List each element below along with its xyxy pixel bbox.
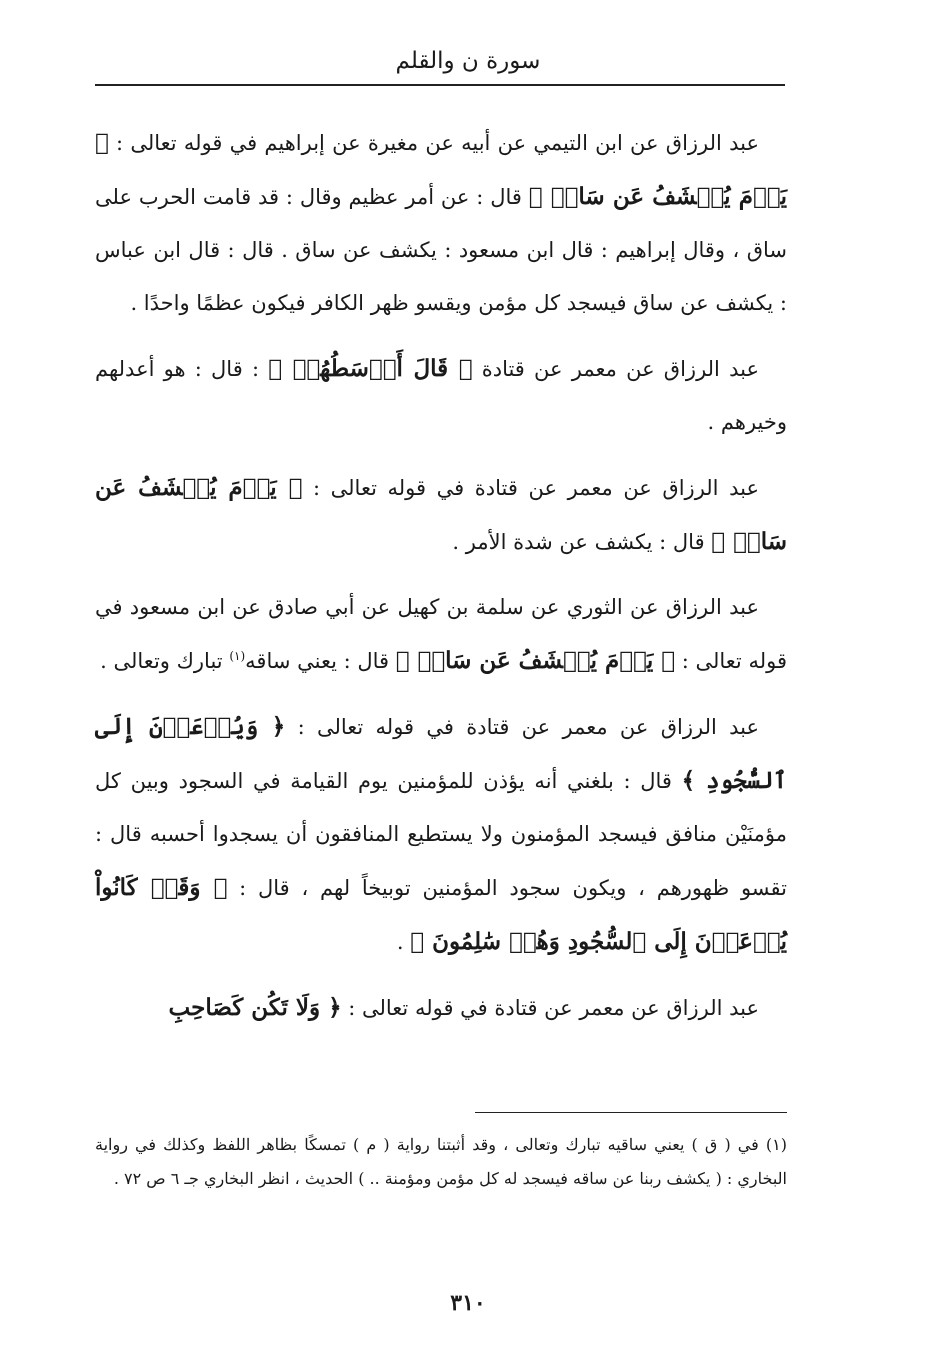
paragraph-text: عبد الرزاق عن ابن التيمي عن أبيه عن مغيرة عن إبراهيم في قوله تعالى : <box>108 131 759 155</box>
header-divider <box>95 84 785 86</box>
paragraph <box>95 116 787 330</box>
paragraph-text: عبد الرزاق عن معمر عن قتادة في قوله تعالى : <box>285 715 759 739</box>
main-text <box>95 116 787 1047</box>
paragraph-text: قال : عن أمر عظيم وقال : قد قامت الحرب على ساق ، وقال إبراهيم : قال ابن مسعود : يكشف عن ساق . قال : قال ابن عباس : يكشف عن ساق فيسجد كل مؤمن ويقسو ظهر الكافر فيكون عظمًا واحدًا . <box>95 185 787 315</box>
paragraph <box>95 461 787 569</box>
paragraph-text: عبد الرزاق عن الثوري عن سلمة بن كهيل عن أبي صادق عن ابن مسعود في قوله تعالى : <box>95 595 787 673</box>
paragraph-text: عبد الرزاق عن معمر عن قتادة <box>472 357 759 381</box>
paragraph <box>95 981 787 1035</box>
paragraph-text: قال : يعني ساقه <box>245 649 396 673</box>
quran-verse: ﴿ وَقَدۡ كَانُواْ يُدۡعَوۡنَ إِلَى ٱلسُّجُودِ وَهُمۡ سَٰلِمُونَ ﴾ <box>95 874 787 955</box>
page-number: ٣١٠ <box>450 1290 486 1316</box>
paragraph-text: . <box>396 930 411 954</box>
quran-verse: ﴿ يَوۡمَ يُكۡشَفُ عَن سَاقٖ ﴾ <box>95 474 787 555</box>
quran-verse: ﴿ وَيُدۡعَوۡنَ إِلَى ٱلسُّجُودِ ﴾ <box>95 713 787 794</box>
paragraph-text: قال : يكشف عن شدة الأمر . <box>452 530 712 554</box>
quran-verse: ﴿ يَوۡمَ يُكۡشَفُ عَن سَاقٖ ﴾ <box>395 647 676 674</box>
quran-verse: ﴿ وَلَا تَكُن كَصَاحِبِ <box>168 994 342 1021</box>
paragraph-text: قال : بلغني أنه يؤذن للمؤمنين يوم القيامة في السجود وبين كل مؤمنَيْن منافق فيسجد المؤمنون ولا يستطيع المنافقون أن يسجدوا أحسبه قال : تقسو ظهورهم ، ويكون سجود المؤمنين توبيخاً لهم ، قال : <box>95 769 787 900</box>
paragraph-text: تبارك وتعالى . <box>100 649 230 673</box>
paragraph-text: عبد الرزاق عن معمر عن قتادة في قوله تعالى : <box>302 476 759 500</box>
paragraph <box>95 342 787 449</box>
footnote-reference: (١) <box>229 649 246 663</box>
page-header-title: سورة ن والقلم <box>395 48 541 74</box>
quran-verse: ﴿ قَالَ أَوۡسَطُهُمۡ ﴾ <box>268 355 473 382</box>
paragraph <box>95 700 787 969</box>
paragraph-text: : قال : هو أعدلهم وخيرهم . <box>95 357 787 434</box>
quran-verse: ﴿ يَوۡمَ يُكۡشَفُ عَن سَاقٖ ﴾ <box>95 129 787 210</box>
footnote-text: (١) في ( ق ) يعني ساقيه تبارك وتعالى ، وقد أثبتنا رواية ( م ) تمسكًا بظاهر اللفظ وكذلك في رواية البخاري : ( يكشف ربنا عن ساقه فيسجد له كل مؤمن ومؤمنة .. ) الحديث ، انظر البخاري جـ ٦ ص ٧٢ . <box>95 1135 787 1188</box>
paragraph <box>95 581 787 688</box>
footnote-section <box>95 1128 787 1196</box>
paragraph-text: عبد الرزاق عن معمر عن قتادة في قوله تعالى : <box>341 996 759 1020</box>
footnote-divider <box>475 1112 787 1113</box>
